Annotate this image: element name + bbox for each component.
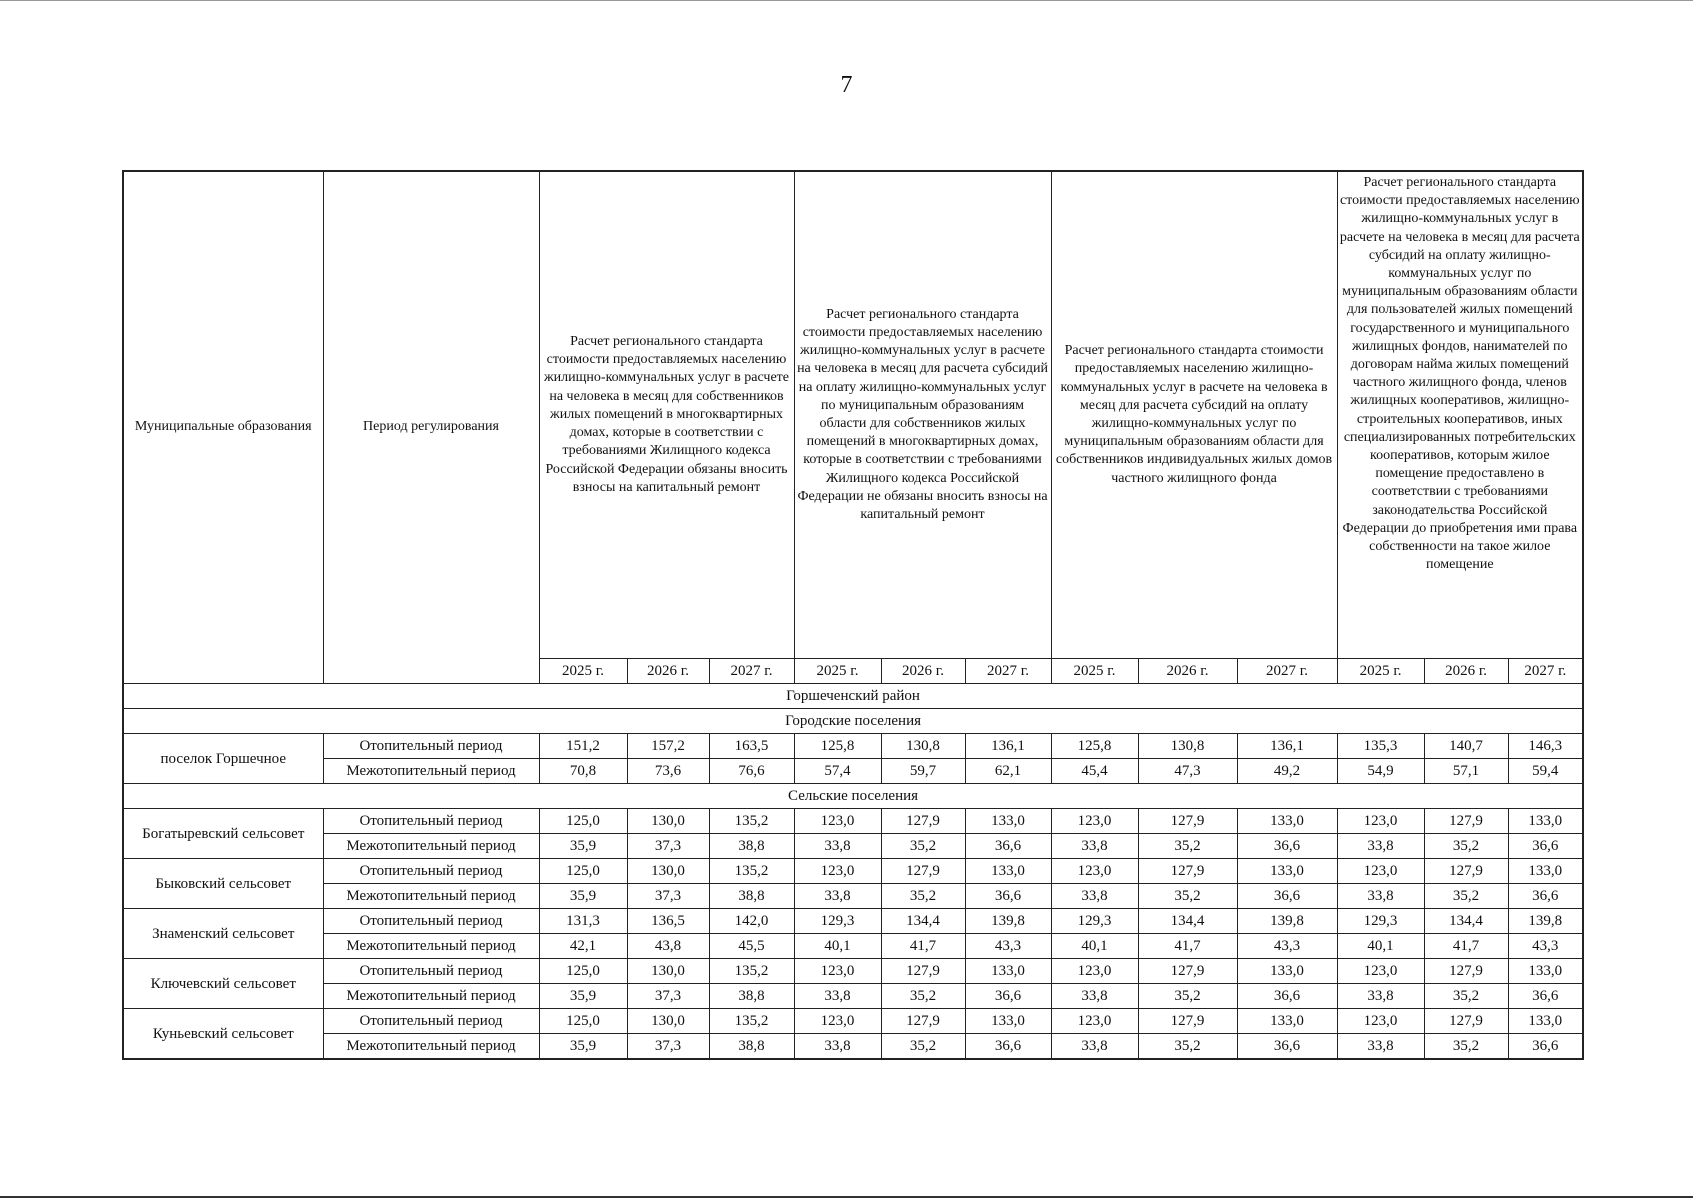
value-cell: 40,1 xyxy=(794,934,881,959)
table-row xyxy=(123,909,1583,934)
value-cell: 36,6 xyxy=(1237,984,1337,1009)
value-cell: 35,2 xyxy=(1424,1034,1508,1060)
municipality-name: Куньевский сельсовет xyxy=(123,1009,323,1060)
period-cell: Межотопительный период xyxy=(323,759,539,784)
value-cell: 127,9 xyxy=(1424,959,1508,984)
year-header: 2027 г. xyxy=(1237,659,1337,684)
value-cell: 127,9 xyxy=(881,1009,965,1034)
value-cell: 127,9 xyxy=(1138,1009,1237,1034)
value-cell: 123,0 xyxy=(794,859,881,884)
period-cell: Межотопительный период xyxy=(323,1034,539,1060)
value-cell: 38,8 xyxy=(709,984,794,1009)
value-cell: 40,1 xyxy=(1051,934,1138,959)
municipality-name: поселок Горшечное xyxy=(123,734,323,784)
value-cell: 36,6 xyxy=(965,984,1051,1009)
value-cell: 129,3 xyxy=(1337,909,1424,934)
value-cell: 35,2 xyxy=(1138,834,1237,859)
value-cell: 129,3 xyxy=(1051,909,1138,934)
value-cell: 36,6 xyxy=(1508,884,1583,909)
value-cell: 133,0 xyxy=(965,1009,1051,1034)
value-cell: 134,4 xyxy=(1424,909,1508,934)
value-cell: 136,1 xyxy=(965,734,1051,759)
year-header: 2026 г. xyxy=(881,659,965,684)
value-cell: 133,0 xyxy=(1237,959,1337,984)
period-cell: Отопительный период xyxy=(323,1009,539,1034)
value-cell: 125,8 xyxy=(794,734,881,759)
value-cell: 125,0 xyxy=(539,809,627,834)
value-cell: 38,8 xyxy=(709,1034,794,1060)
value-cell: 47,3 xyxy=(1138,759,1237,784)
value-cell: 38,8 xyxy=(709,834,794,859)
value-cell: 40,1 xyxy=(1337,934,1424,959)
year-header: 2027 г. xyxy=(965,659,1051,684)
value-cell: 33,8 xyxy=(1051,834,1138,859)
scan-bottom-edge xyxy=(0,1196,1693,1198)
value-cell: 73,6 xyxy=(627,759,709,784)
municipality-name: Богатыревский сельсовет xyxy=(123,809,323,859)
value-cell: 123,0 xyxy=(1051,859,1138,884)
value-cell: 163,5 xyxy=(709,734,794,759)
header-period: Период регулирования xyxy=(323,171,539,684)
value-cell: 36,6 xyxy=(1508,834,1583,859)
value-cell: 38,8 xyxy=(709,884,794,909)
value-cell: 135,2 xyxy=(709,1009,794,1034)
value-cell: 125,0 xyxy=(539,959,627,984)
value-cell: 127,9 xyxy=(1138,859,1237,884)
value-cell: 33,8 xyxy=(794,1034,881,1060)
value-cell: 35,9 xyxy=(539,884,627,909)
header-group-1: Расчет регионального стандарта стоимости предоставляемых населению жилищно-коммунальных услуг в расчете на человека в месяц для собственников жилых помещений в многоквартирных домах, которые в соответствии с требованиями Жилищного кодекса Российской Федерации обязаны вносить взносы на капитальный ремонт xyxy=(539,171,794,659)
table-row xyxy=(123,734,1583,759)
value-cell: 45,4 xyxy=(1051,759,1138,784)
value-cell: 35,2 xyxy=(1138,884,1237,909)
table-row xyxy=(123,984,1583,1009)
value-cell: 35,2 xyxy=(881,884,965,909)
value-cell: 33,8 xyxy=(794,834,881,859)
value-cell: 33,8 xyxy=(1337,1034,1424,1060)
value-cell: 33,8 xyxy=(1051,884,1138,909)
value-cell: 135,2 xyxy=(709,959,794,984)
value-cell: 37,3 xyxy=(627,834,709,859)
value-cell: 130,0 xyxy=(627,859,709,884)
table-row xyxy=(123,834,1583,859)
page-number: 7 xyxy=(840,72,853,98)
value-cell: 57,1 xyxy=(1424,759,1508,784)
value-cell: 35,9 xyxy=(539,984,627,1009)
settlement-group-row xyxy=(123,709,1583,734)
value-cell: 35,2 xyxy=(1424,984,1508,1009)
value-cell: 33,8 xyxy=(1337,834,1424,859)
value-cell: 134,4 xyxy=(1138,909,1237,934)
value-cell: 33,8 xyxy=(1337,884,1424,909)
value-cell: 139,8 xyxy=(1237,909,1337,934)
value-cell: 35,2 xyxy=(1424,884,1508,909)
period-cell: Межотопительный период xyxy=(323,984,539,1009)
value-cell: 36,6 xyxy=(965,884,1051,909)
header-row-groups xyxy=(123,171,1583,659)
year-header: 2025 г. xyxy=(539,659,627,684)
value-cell: 130,0 xyxy=(627,809,709,834)
value-cell: 59,7 xyxy=(881,759,965,784)
value-cell: 133,0 xyxy=(1508,959,1583,984)
value-cell: 136,1 xyxy=(1237,734,1337,759)
value-cell: 133,0 xyxy=(1237,809,1337,834)
value-cell: 123,0 xyxy=(1337,859,1424,884)
value-cell: 35,2 xyxy=(881,834,965,859)
value-cell: 129,3 xyxy=(794,909,881,934)
table-row xyxy=(123,759,1583,784)
value-cell: 43,3 xyxy=(1508,934,1583,959)
value-cell: 127,9 xyxy=(1424,1009,1508,1034)
value-cell: 127,9 xyxy=(881,859,965,884)
value-cell: 36,6 xyxy=(1508,984,1583,1009)
value-cell: 127,9 xyxy=(1424,859,1508,884)
value-cell: 146,3 xyxy=(1508,734,1583,759)
region-row xyxy=(123,684,1583,709)
settlement-group-label: Сельские поселения xyxy=(123,784,1583,809)
table-body xyxy=(123,684,1583,1060)
value-cell: 54,9 xyxy=(1337,759,1424,784)
value-cell: 123,0 xyxy=(1337,1009,1424,1034)
value-cell: 35,9 xyxy=(539,834,627,859)
value-cell: 133,0 xyxy=(965,859,1051,884)
period-cell: Межотопительный период xyxy=(323,834,539,859)
period-cell: Межотопительный период xyxy=(323,884,539,909)
value-cell: 36,6 xyxy=(1237,1034,1337,1060)
value-cell: 76,6 xyxy=(709,759,794,784)
value-cell: 42,1 xyxy=(539,934,627,959)
year-header: 2027 г. xyxy=(709,659,794,684)
value-cell: 127,9 xyxy=(881,959,965,984)
value-cell: 139,8 xyxy=(965,909,1051,934)
value-cell: 123,0 xyxy=(794,959,881,984)
settlement-group-label: Городские поселения xyxy=(123,709,1583,734)
value-cell: 62,1 xyxy=(965,759,1051,784)
value-cell: 33,8 xyxy=(1051,984,1138,1009)
table-row xyxy=(123,959,1583,984)
value-cell: 127,9 xyxy=(1424,809,1508,834)
value-cell: 125,0 xyxy=(539,1009,627,1034)
table-row xyxy=(123,859,1583,884)
value-cell: 41,7 xyxy=(1424,934,1508,959)
value-cell: 130,0 xyxy=(627,1009,709,1034)
value-cell: 37,3 xyxy=(627,1034,709,1060)
value-cell: 127,9 xyxy=(1138,959,1237,984)
value-cell: 135,2 xyxy=(709,809,794,834)
value-cell: 43,3 xyxy=(1237,934,1337,959)
value-cell: 123,0 xyxy=(1337,959,1424,984)
value-cell: 43,3 xyxy=(965,934,1051,959)
year-header: 2025 г. xyxy=(1337,659,1424,684)
value-cell: 37,3 xyxy=(627,984,709,1009)
value-cell: 133,0 xyxy=(1237,1009,1337,1034)
value-cell: 59,4 xyxy=(1508,759,1583,784)
year-header: 2025 г. xyxy=(1051,659,1138,684)
value-cell: 130,0 xyxy=(627,959,709,984)
value-cell: 135,3 xyxy=(1337,734,1424,759)
value-cell: 49,2 xyxy=(1237,759,1337,784)
value-cell: 131,3 xyxy=(539,909,627,934)
value-cell: 139,8 xyxy=(1508,909,1583,934)
year-header: 2026 г. xyxy=(1424,659,1508,684)
year-header: 2025 г. xyxy=(794,659,881,684)
table-row xyxy=(123,884,1583,909)
value-cell: 125,0 xyxy=(539,859,627,884)
value-cell: 133,0 xyxy=(1508,1009,1583,1034)
value-cell: 123,0 xyxy=(794,1009,881,1034)
value-cell: 37,3 xyxy=(627,884,709,909)
value-cell: 43,8 xyxy=(627,934,709,959)
header-group-4: Расчет регионального стандарта стоимости предоставляемых населению жилищно-коммунальных услуг в расчете на человека в месяц для расчета субсидий на оплату жилищно-коммунальных услуг по муниципальным образованиям области для пользователей жилых помещений государственного и муниципального жилищных фондов, нанимателей по договорам найма жилых помещений частного жилищного фонда, членов жилищных кооперативов, жилищно-строительных кооперативов, иных специализированных потребительских кооперативов, которым жилое помещение предоставлено в соответствии с требованиями законодательства Российской Федерации до приобретения ими права собственности на такое жилое помещение xyxy=(1337,171,1583,659)
value-cell: 133,0 xyxy=(1508,809,1583,834)
header-group-2: Расчет регионального стандарта стоимости предоставляемых населению жилищно-коммунальных услуг в расчете на человека в месяц для расчета субсидий на оплату жилищно-коммунальных услуг по муниципальным образованиям области для собственников жилых помещений в многоквартирных домах, которые в соответствии с требованиями Жилищного кодекса Российской Федерации не обязаны вносить взносы на капитальный ремонт xyxy=(794,171,1051,659)
period-cell: Отопительный период xyxy=(323,959,539,984)
value-cell: 133,0 xyxy=(1508,859,1583,884)
value-cell: 157,2 xyxy=(627,734,709,759)
value-cell: 70,8 xyxy=(539,759,627,784)
value-cell: 33,8 xyxy=(1051,1034,1138,1060)
value-cell: 41,7 xyxy=(1138,934,1237,959)
value-cell: 41,7 xyxy=(881,934,965,959)
region-name: Горшеченский район xyxy=(123,684,1583,709)
value-cell: 36,6 xyxy=(965,834,1051,859)
value-cell: 130,8 xyxy=(881,734,965,759)
municipality-name: Быковский сельсовет xyxy=(123,859,323,909)
value-cell: 134,4 xyxy=(881,909,965,934)
value-cell: 123,0 xyxy=(1051,809,1138,834)
value-cell: 33,8 xyxy=(794,884,881,909)
value-cell: 33,8 xyxy=(1337,984,1424,1009)
period-cell: Отопительный период xyxy=(323,809,539,834)
table-row xyxy=(123,934,1583,959)
municipality-name: Ключевский сельсовет xyxy=(123,959,323,1009)
value-cell: 127,9 xyxy=(881,809,965,834)
value-cell: 125,8 xyxy=(1051,734,1138,759)
year-header: 2026 г. xyxy=(627,659,709,684)
value-cell: 35,2 xyxy=(1138,984,1237,1009)
value-cell: 36,6 xyxy=(1508,1034,1583,1060)
settlement-group-row xyxy=(123,784,1583,809)
value-cell: 135,2 xyxy=(709,859,794,884)
value-cell: 133,0 xyxy=(965,959,1051,984)
header-group-3: Расчет регионального стандарта стоимости предоставляемых населению жилищно-коммунальных услуг в расчете на человека в месяц для расчета субсидий на оплату жилищно-коммунальных услуг по муниципальным образованиям области для собственников индивидуальных жилых домов частного жилищного фонда xyxy=(1051,171,1337,659)
header-municipal: Муниципальные образования xyxy=(123,171,323,684)
period-cell: Межотопительный период xyxy=(323,934,539,959)
value-cell: 36,6 xyxy=(1237,884,1337,909)
period-cell: Отопительный период xyxy=(323,909,539,934)
value-cell: 57,4 xyxy=(794,759,881,784)
table-row xyxy=(123,809,1583,834)
value-cell: 130,8 xyxy=(1138,734,1237,759)
value-cell: 123,0 xyxy=(1337,809,1424,834)
table-row xyxy=(123,1009,1583,1034)
value-cell: 142,0 xyxy=(709,909,794,934)
municipality-name: Знаменский сельсовет xyxy=(123,909,323,959)
value-cell: 35,2 xyxy=(1138,1034,1237,1060)
value-cell: 151,2 xyxy=(539,734,627,759)
value-cell: 127,9 xyxy=(1138,809,1237,834)
value-cell: 35,2 xyxy=(881,984,965,1009)
year-header: 2026 г. xyxy=(1138,659,1237,684)
table-row xyxy=(123,1034,1583,1060)
value-cell: 35,9 xyxy=(539,1034,627,1060)
scan-top-edge xyxy=(0,0,1693,1)
value-cell: 35,2 xyxy=(881,1034,965,1060)
value-cell: 35,2 xyxy=(1424,834,1508,859)
value-cell: 36,6 xyxy=(965,1034,1051,1060)
value-cell: 136,5 xyxy=(627,909,709,934)
value-cell: 45,5 xyxy=(709,934,794,959)
value-cell: 123,0 xyxy=(1051,959,1138,984)
value-cell: 36,6 xyxy=(1237,834,1337,859)
value-cell: 133,0 xyxy=(965,809,1051,834)
value-cell: 33,8 xyxy=(794,984,881,1009)
year-header: 2027 г. xyxy=(1508,659,1583,684)
value-cell: 140,7 xyxy=(1424,734,1508,759)
value-cell: 133,0 xyxy=(1237,859,1337,884)
period-cell: Отопительный период xyxy=(323,734,539,759)
period-cell: Отопительный период xyxy=(323,859,539,884)
value-cell: 123,0 xyxy=(1051,1009,1138,1034)
housing-standards-table xyxy=(122,170,1584,1060)
value-cell: 123,0 xyxy=(794,809,881,834)
